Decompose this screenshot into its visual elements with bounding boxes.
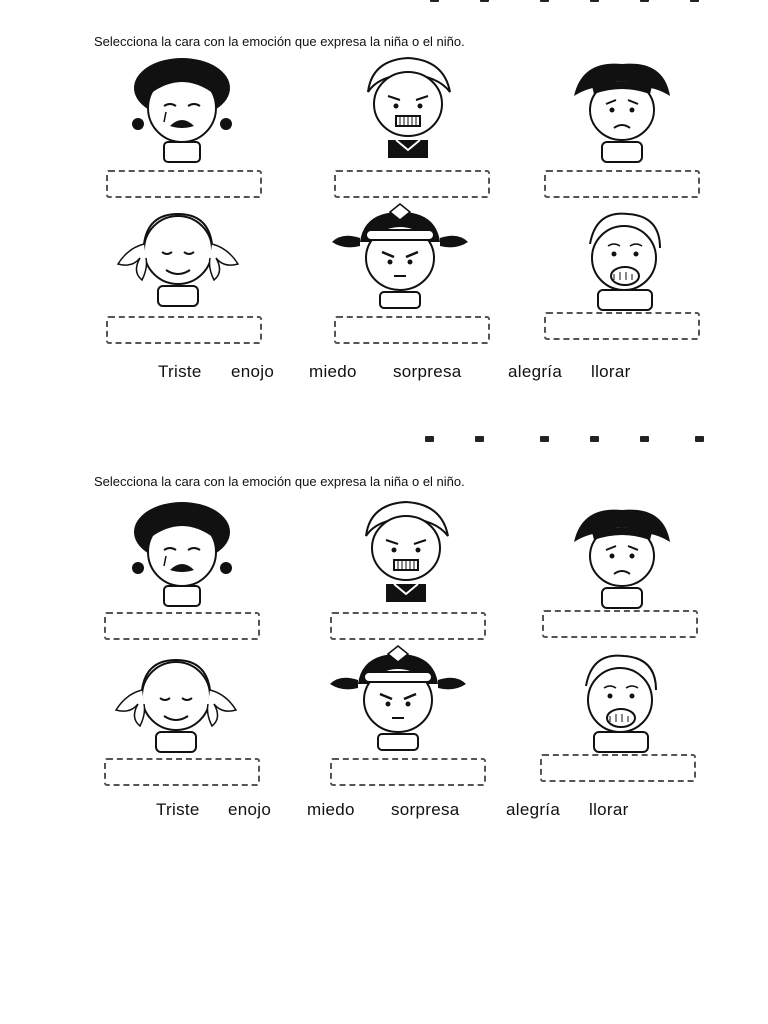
scared-girl-icon (554, 204, 694, 314)
answer-box[interactable] (542, 610, 698, 638)
word-bank-item: alegría (506, 800, 561, 819)
word-bank-item: miedo (307, 800, 355, 819)
scan-marks-middle (420, 436, 720, 446)
crying-girl-icon (112, 56, 252, 166)
word-bank-item: enojo (231, 362, 275, 381)
sad-boy-icon (552, 502, 692, 612)
angry-girl-icon (330, 202, 470, 312)
word-bank-item: sorpresa (393, 362, 462, 381)
scared-girl-icon (550, 646, 690, 756)
answer-box[interactable] (106, 170, 262, 198)
answer-box[interactable] (544, 170, 700, 198)
word-bank-item: miedo (309, 362, 357, 381)
answer-box[interactable] (104, 612, 260, 640)
answer-box[interactable] (334, 170, 490, 198)
answer-box[interactable] (330, 612, 486, 640)
word-bank-item: alegría (508, 362, 563, 381)
word-bank-item: llorar (591, 362, 631, 381)
word-bank-item: Triste (158, 362, 202, 381)
word-bank-item: Triste (156, 800, 200, 819)
crying-girl-icon (112, 500, 252, 610)
instruction-text: Selecciona la cara con la emoción que expresa la niña o el niño. (94, 474, 465, 489)
word-bank-item: sorpresa (391, 800, 460, 819)
sad-boy-icon (552, 56, 692, 166)
answer-box[interactable] (106, 316, 262, 344)
worksheet-2 (0, 450, 768, 870)
instruction-text: Selecciona la cara con la emoción que expresa la niña o el niño. (94, 34, 465, 49)
answer-box[interactable] (540, 754, 696, 782)
happy-girl-icon (106, 646, 246, 756)
word-bank-item: llorar (589, 800, 629, 819)
surprised-boy-icon (336, 496, 476, 606)
word-bank-item: enojo (228, 800, 272, 819)
happy-girl-icon (108, 200, 248, 310)
answer-box[interactable] (104, 758, 260, 786)
angry-girl-icon (328, 644, 468, 754)
answer-box[interactable] (544, 312, 700, 340)
surprised-boy-icon (338, 52, 478, 162)
worksheet-1 (0, 6, 768, 426)
answer-box[interactable] (334, 316, 490, 344)
answer-box[interactable] (330, 758, 486, 786)
